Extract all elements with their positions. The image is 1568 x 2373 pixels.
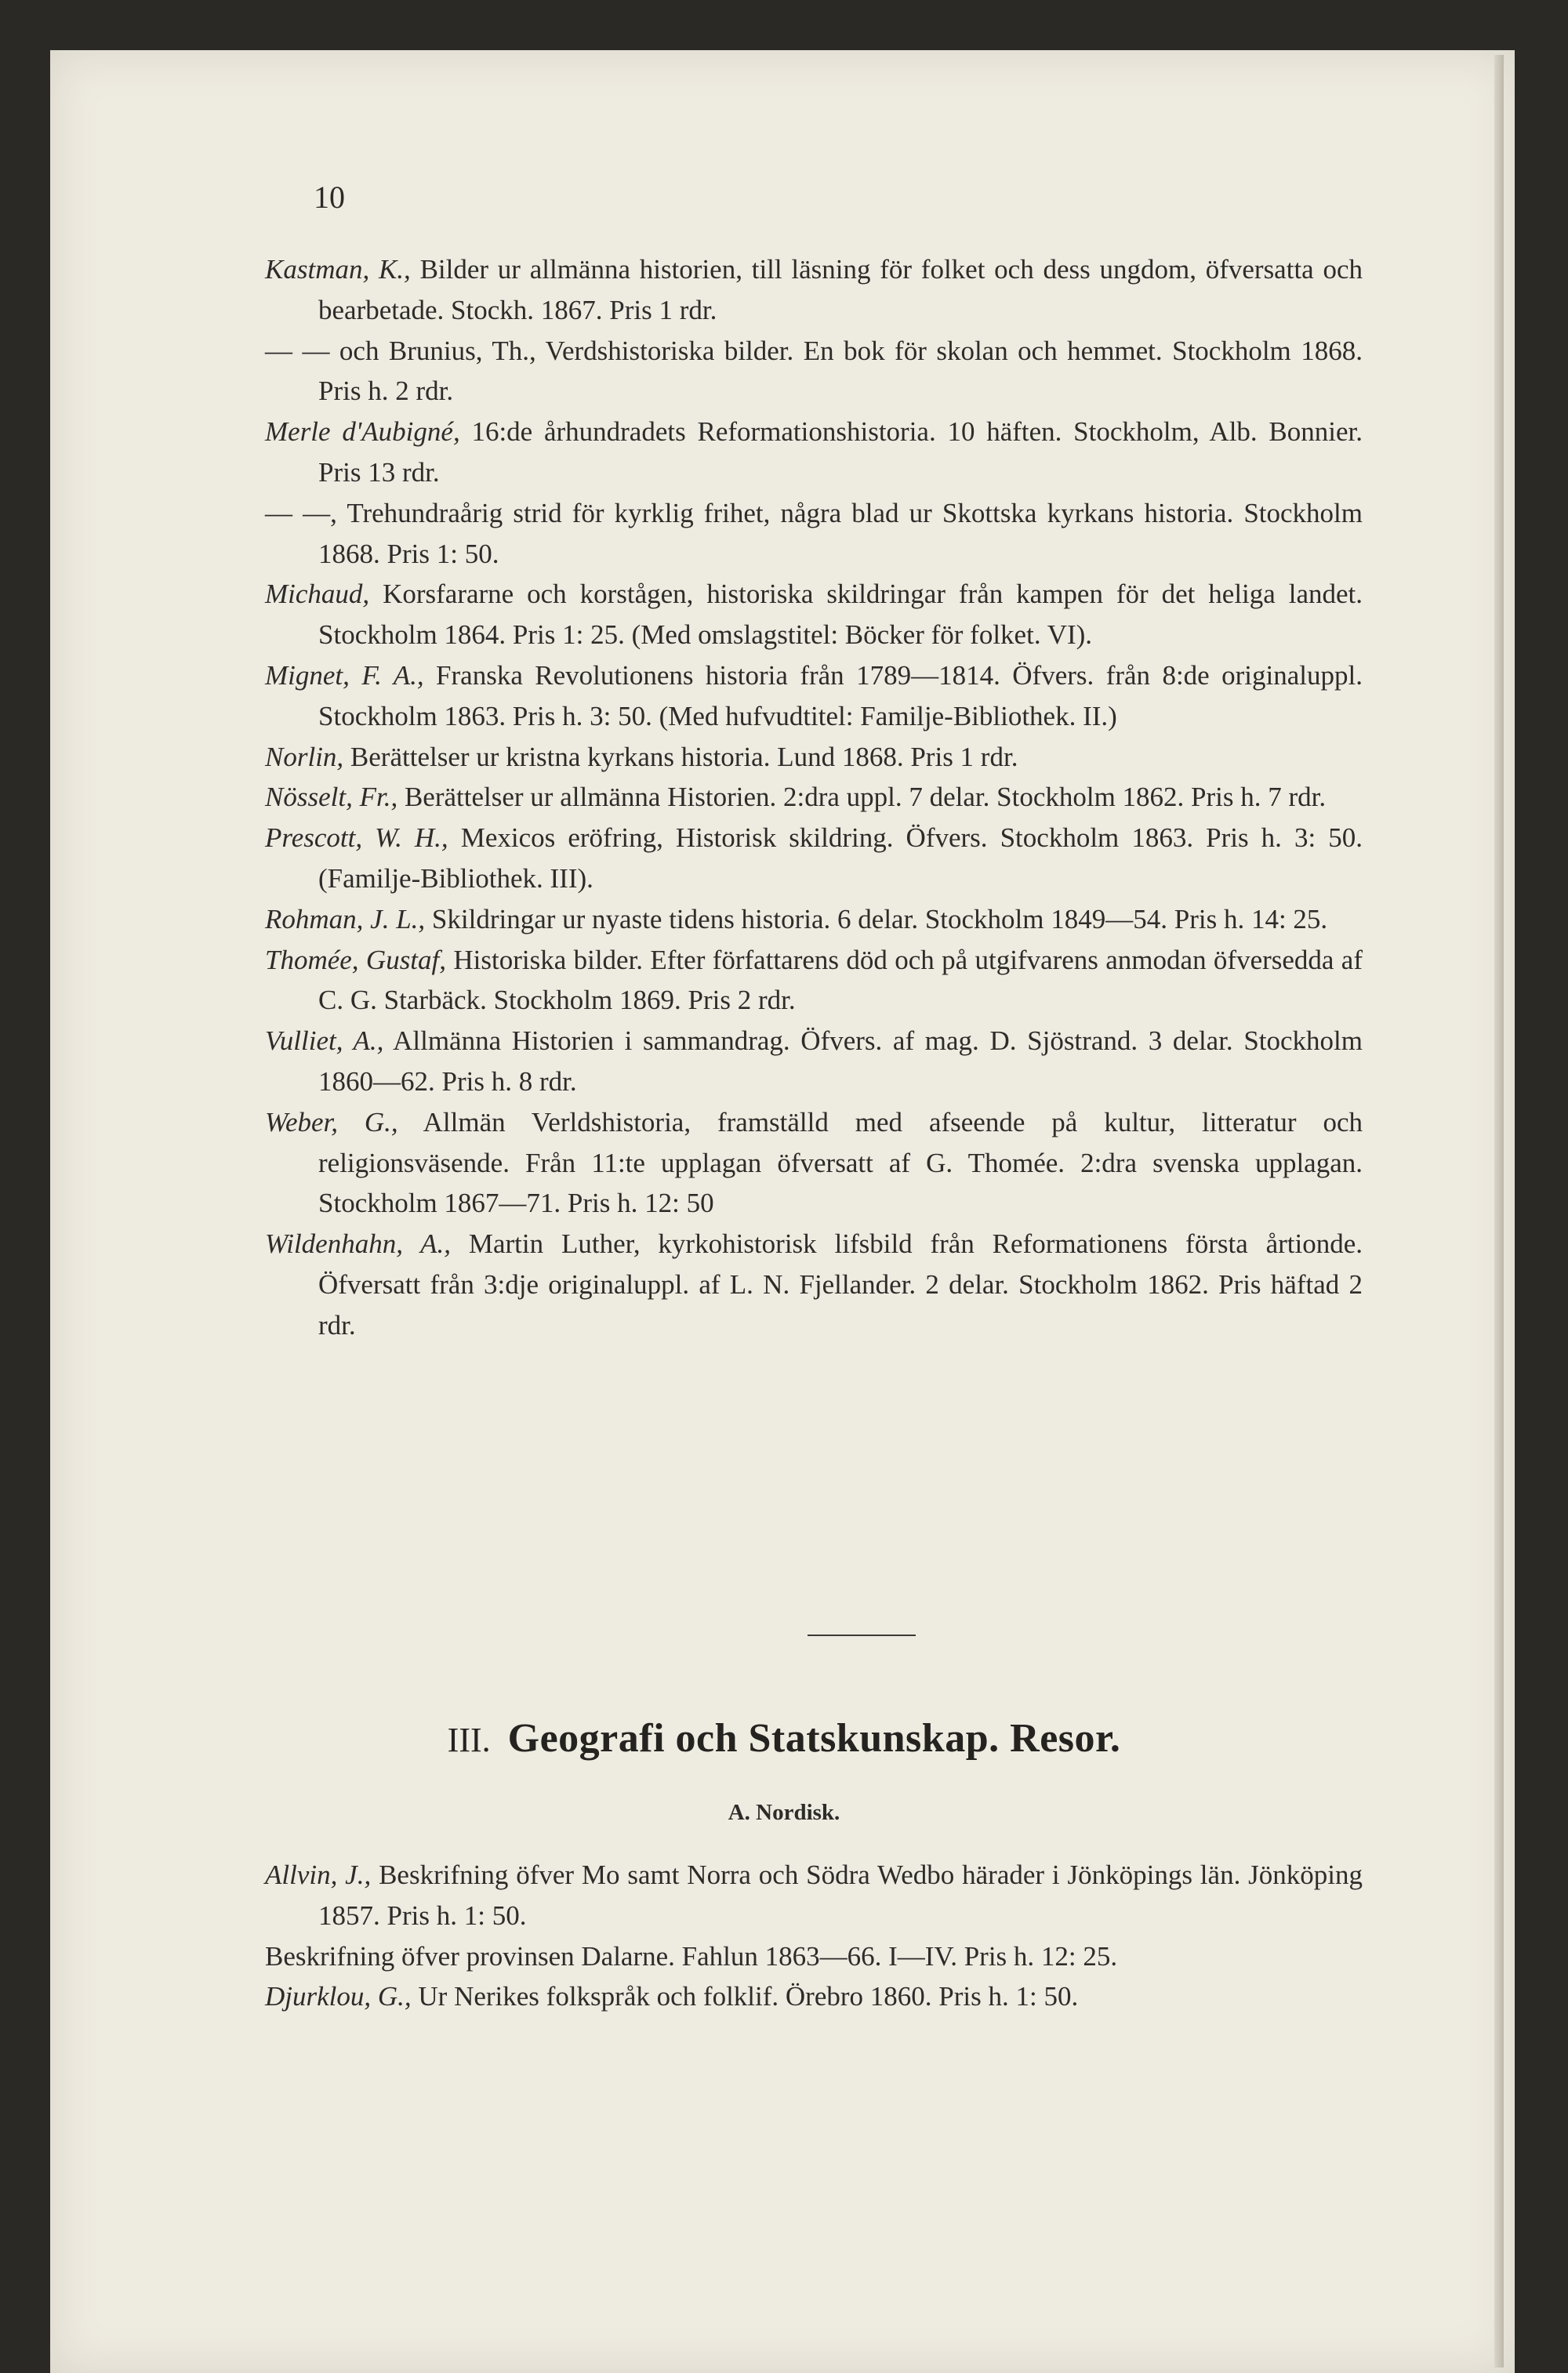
entry-author: Merle d'Aubigné, xyxy=(265,416,460,448)
entry-text: Allmän Verldshistoria, framställd med afseende på kultur, litteratur och religionsväsende. Från 11:te upplagan öfversatt af G. Thomée. 2:dra svenska upplagan. Stockholm 1867—71. Pris h. 12: 50 xyxy=(318,1106,1363,1219)
bibliography-entry xyxy=(265,818,1363,899)
section-number: III. xyxy=(447,1721,491,1759)
entry-author: Mignet, F. A., xyxy=(265,659,424,691)
entry-author: Prescott, W. H., xyxy=(265,822,448,854)
bibliography-entry xyxy=(265,1021,1363,1102)
bibliography-entry xyxy=(265,1102,1363,1224)
entry-text: Mexicos eröfring, Historisk skildring. Öfvers. Stockholm 1863. Pris h. 3: 50. (Familje-Bibliothek. III). xyxy=(318,822,1363,894)
entry-author: Michaud, xyxy=(265,579,370,610)
bibliography-entry xyxy=(265,899,1363,940)
bibliography-entry xyxy=(265,737,1363,778)
entry-text: Bilder ur allmänna historien, till läsning för folket och dess ungdom, öfversatta och bearbetade. Stockh. 1867. Pris 1 rdr. xyxy=(318,254,1363,325)
entry-text: Korsfararne och korstågen, historiska skildringar från kampen för det heliga landet. Stockholm 1864. Pris 1: 25. (Med omslagstitel: Böcker för folket. VI). xyxy=(318,579,1363,651)
entry-text: Skildringar ur nyaste tidens historia. 6 delar. Stockholm 1849—54. Pris h. 14: 25. xyxy=(425,903,1328,934)
entry-text: 16:de århundradets Reformationshistoria. 10 häften. Stockholm, Alb. Bonnier. Pris 13 rdr. xyxy=(318,416,1363,488)
entry-author: Nösselt, Fr., xyxy=(265,782,398,813)
bibliography-entry xyxy=(265,655,1363,737)
bibliography-entry xyxy=(265,412,1363,493)
entry-text: Martin Luther, kyrkohistorisk lifsbild från Reformationens första årtionde. Öfversatt från 3:dje originaluppl. af L. N. Fjellander. 2 delar. Stockholm 1862. Pris häftad 2 rdr. xyxy=(318,1228,1363,1341)
entry-text: Allmänna Historien i sammandrag. Öfvers. af mag. D. Sjöstrand. 3 delar. Stockholm 1860—62. Pris h. 8 rdr. xyxy=(318,1025,1363,1097)
entry-author: Weber, G., xyxy=(265,1106,398,1138)
bibliography-entry xyxy=(265,1976,1363,2017)
entry-text: Beskrifning öfver provinsen Dalarne. Fahlun 1863—66. I—IV. Pris h. 12: 25. xyxy=(265,1940,1118,1972)
entry-text: Beskrifning öfver Mo samt Norra och Södra Wedbo härader i Jönköpings län. Jönköping 1857. Pris h. 1: 50. xyxy=(318,1860,1363,1931)
bibliography-list xyxy=(265,249,1363,1346)
entry-text: Berättelser ur allmänna Historien. 2:dra uppl. 7 delar. Stockholm 1862. Pris h. 7 rdr. xyxy=(397,782,1327,813)
entry-author: Norlin, xyxy=(265,741,344,772)
bibliography-entry xyxy=(265,1936,1363,1977)
bibliography-entry xyxy=(265,493,1363,575)
bibliography-entry xyxy=(265,249,1363,331)
entry-author: Kastman, K., xyxy=(265,254,411,285)
entry-text: — — och Brunius, Th., Verdshistoriska bilder. En bok för skolan och hemmet. Stockholm 1868. Pris h. 2 rdr. xyxy=(265,335,1363,407)
page-edge xyxy=(1494,55,1504,2368)
entry-text: — —, Trehundraårig strid för kyrklig frihet, några blad ur Skottska kyrkans historia. Stockholm 1868. Pris 1: 50. xyxy=(265,497,1363,569)
section-divider xyxy=(808,1635,916,1636)
entry-author: Rohman, J. L., xyxy=(265,903,426,934)
bibliography-entry xyxy=(265,777,1363,818)
bibliography-entry xyxy=(265,940,1363,1021)
bibliography-entry xyxy=(265,574,1363,655)
entry-text: Ur Nerikes folkspråk och folklif. Örebro 1860. Pris h. 1: 50. xyxy=(411,1981,1079,2012)
bibliography-list-section-2 xyxy=(265,1855,1363,2017)
entry-author: Djurklou, G., xyxy=(265,1981,412,2012)
section-subheading: A. Nordisk. xyxy=(728,1800,840,1825)
bibliography-entry xyxy=(265,1224,1363,1345)
page-number: 10 xyxy=(314,180,345,215)
entry-author: Wildenhahn, A., xyxy=(265,1228,452,1260)
bibliography-entry xyxy=(265,331,1363,412)
section-title: Geografi och Statskunskap. Resor. xyxy=(507,1716,1121,1761)
entry-text: Historiska bilder. Efter författarens död och på utgifvarens anmodan öfversedda af C. G. Starbäck. Stockholm 1869. Pris 2 rdr. xyxy=(318,944,1363,1016)
entry-text: Berättelser ur kristna kyrkans historia. Lund 1868. Pris 1 rdr. xyxy=(343,741,1018,772)
section-heading xyxy=(0,1715,1568,1762)
entry-author: Allvin, J., xyxy=(265,1860,372,1890)
entry-text: Franska Revolutionens historia från 1789—1814. Öfvers. från 8:de originaluppl. Stockholm 1863. Pris h. 3: 50. (Med hufvudtitel: Familje-Bibliothek. II.) xyxy=(318,659,1363,731)
entry-author: Thomée, Gustaf, xyxy=(265,944,447,975)
bibliography-entry xyxy=(265,1855,1363,1936)
entry-author: Vulliet, A., xyxy=(265,1025,384,1057)
